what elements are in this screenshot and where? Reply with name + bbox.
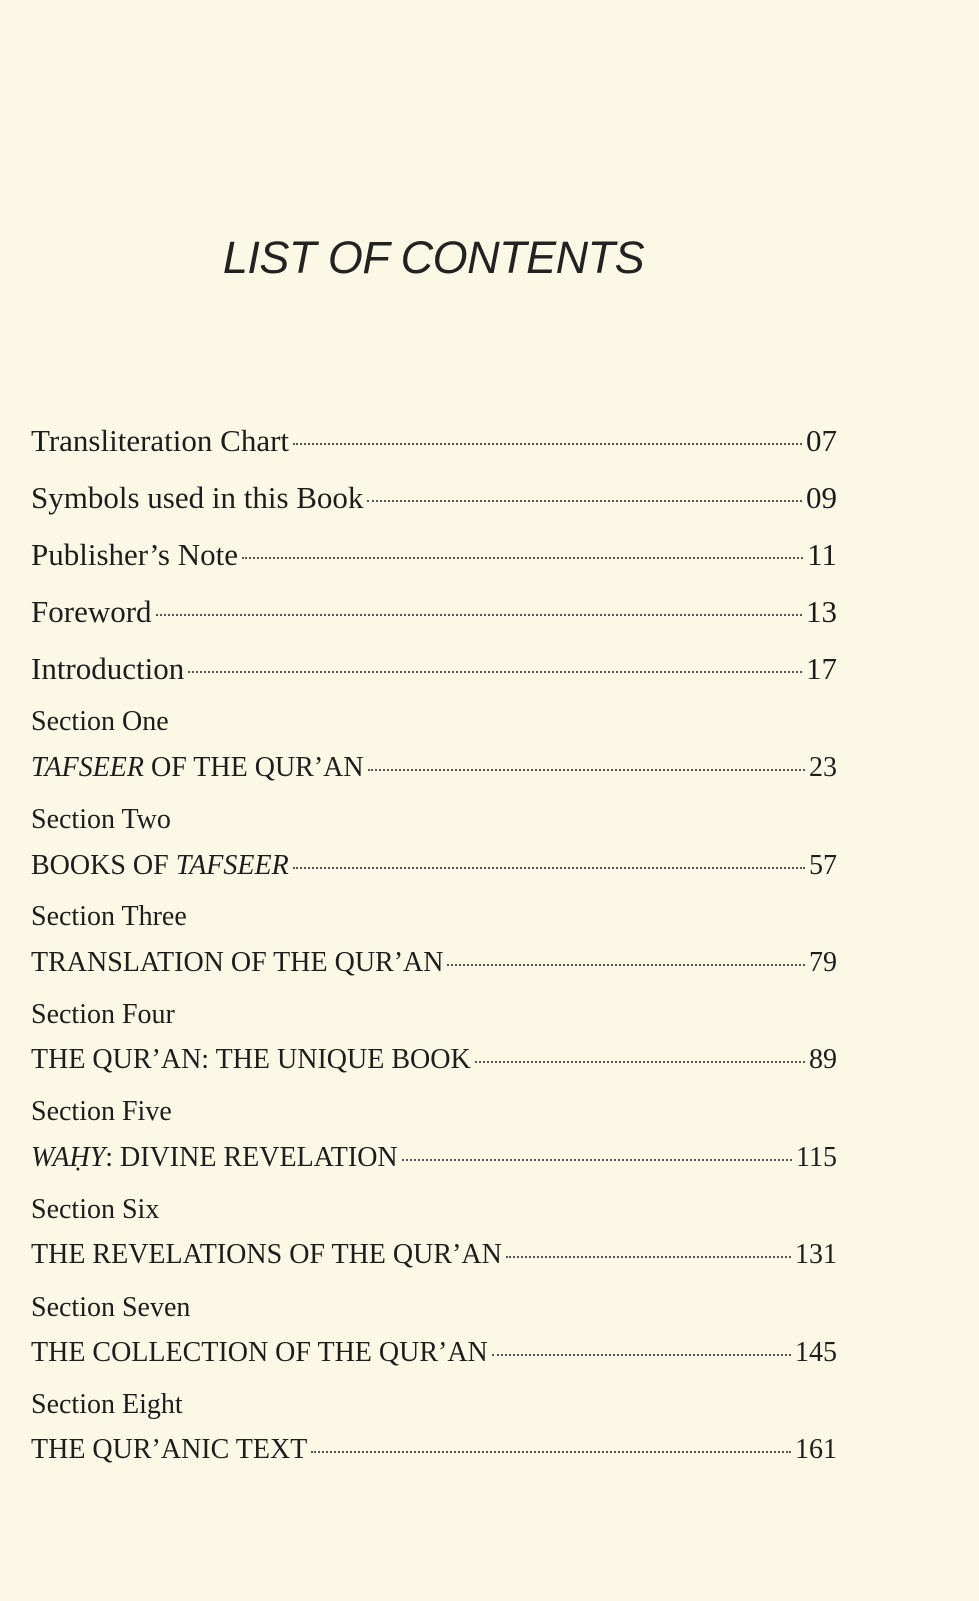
dot-leader <box>506 1235 791 1263</box>
section-heading: Section One <box>31 706 169 737</box>
toc-entry-label: TRANSLATION OF THE QUR’AN <box>31 947 444 978</box>
toc-entry-label <box>31 752 364 784</box>
toc-entry-section-six <box>31 1235 837 1271</box>
toc-entry-foreword <box>31 591 837 630</box>
toc-entry-section-seven <box>31 1333 837 1369</box>
toc-entry-label: THE COLLECTION OF THE QUR’AN <box>31 1337 488 1368</box>
title-text: BOOKS OF <box>31 850 176 881</box>
toc-entry-section-eight <box>31 1430 837 1466</box>
toc-entry-label: Publisher’s Note <box>31 537 238 572</box>
toc-entry-label: Symbols used in this Book <box>31 480 364 515</box>
toc-entry-page: 161 <box>795 1434 837 1465</box>
italic-term: WAḤY <box>31 1142 106 1173</box>
toc-entry-label <box>31 1142 398 1174</box>
toc-entry-page: 57 <box>809 850 837 881</box>
dot-leader <box>367 477 802 508</box>
italic-term: TAFSEER <box>31 752 145 783</box>
italic-term: TAFSEER <box>175 850 289 881</box>
section-heading: Section Two <box>31 804 171 835</box>
toc-entry-label: THE QUR’ANIC TEXT <box>31 1434 308 1465</box>
toc-entry-page: 115 <box>796 1142 837 1173</box>
section-heading: Section Eight <box>31 1389 183 1420</box>
toc-entry-label <box>31 850 289 882</box>
title-text: OF THE QUR’AN <box>144 752 364 783</box>
toc-entry-transliteration-chart <box>31 420 837 459</box>
section-heading: Section Seven <box>31 1292 191 1323</box>
toc-entry-section-five <box>31 1138 837 1174</box>
dot-leader <box>156 591 802 622</box>
section-heading: Section Three <box>31 901 187 932</box>
toc-entry-page: 23 <box>809 752 837 783</box>
section-heading: Section Five <box>31 1096 172 1127</box>
toc-entry-page: 145 <box>795 1337 837 1368</box>
dot-leader <box>293 846 805 874</box>
toc-entry-label: THE REVELATIONS OF THE QUR’AN <box>31 1239 502 1270</box>
dot-leader <box>492 1333 791 1361</box>
toc-entry-page: 13 <box>806 594 837 629</box>
toc-entry-page: 79 <box>809 947 837 978</box>
toc-entry-page: 131 <box>795 1239 837 1270</box>
toc-entry-section-three <box>31 943 837 979</box>
dot-leader <box>475 1040 805 1068</box>
toc-entry-page: 89 <box>809 1044 837 1075</box>
title-text: : DIVINE REVELATION <box>105 1142 398 1173</box>
toc-entry-section-four <box>31 1040 837 1076</box>
toc-entry-label: Introduction <box>31 651 185 686</box>
toc-entry-label: THE QUR’AN: THE UNIQUE BOOK <box>31 1044 471 1075</box>
toc-entry-page: 09 <box>806 480 837 515</box>
toc-entry-label: Foreword <box>31 594 152 629</box>
dot-leader <box>447 943 805 971</box>
dot-leader <box>311 1430 791 1458</box>
page-title: LIST OF CONTENTS <box>222 232 645 283</box>
dot-leader <box>293 420 802 451</box>
dot-leader <box>242 534 803 565</box>
toc-entry-page: 11 <box>807 537 837 572</box>
dot-leader <box>368 748 805 776</box>
section-heading: Section Six <box>31 1194 160 1225</box>
toc-entry-section-one <box>31 748 837 784</box>
toc-entry-publishers-note <box>31 534 837 573</box>
toc-entry-section-two <box>31 846 837 882</box>
toc-entry-introduction <box>31 648 837 687</box>
section-heading: Section Four <box>31 999 175 1030</box>
dot-leader <box>402 1138 792 1166</box>
toc-entry-symbols <box>31 477 837 516</box>
toc-entry-label: Transliteration Chart <box>31 423 290 458</box>
dot-leader <box>188 648 802 679</box>
toc-entry-page: 17 <box>806 651 837 686</box>
toc-entry-page: 07 <box>806 423 837 458</box>
